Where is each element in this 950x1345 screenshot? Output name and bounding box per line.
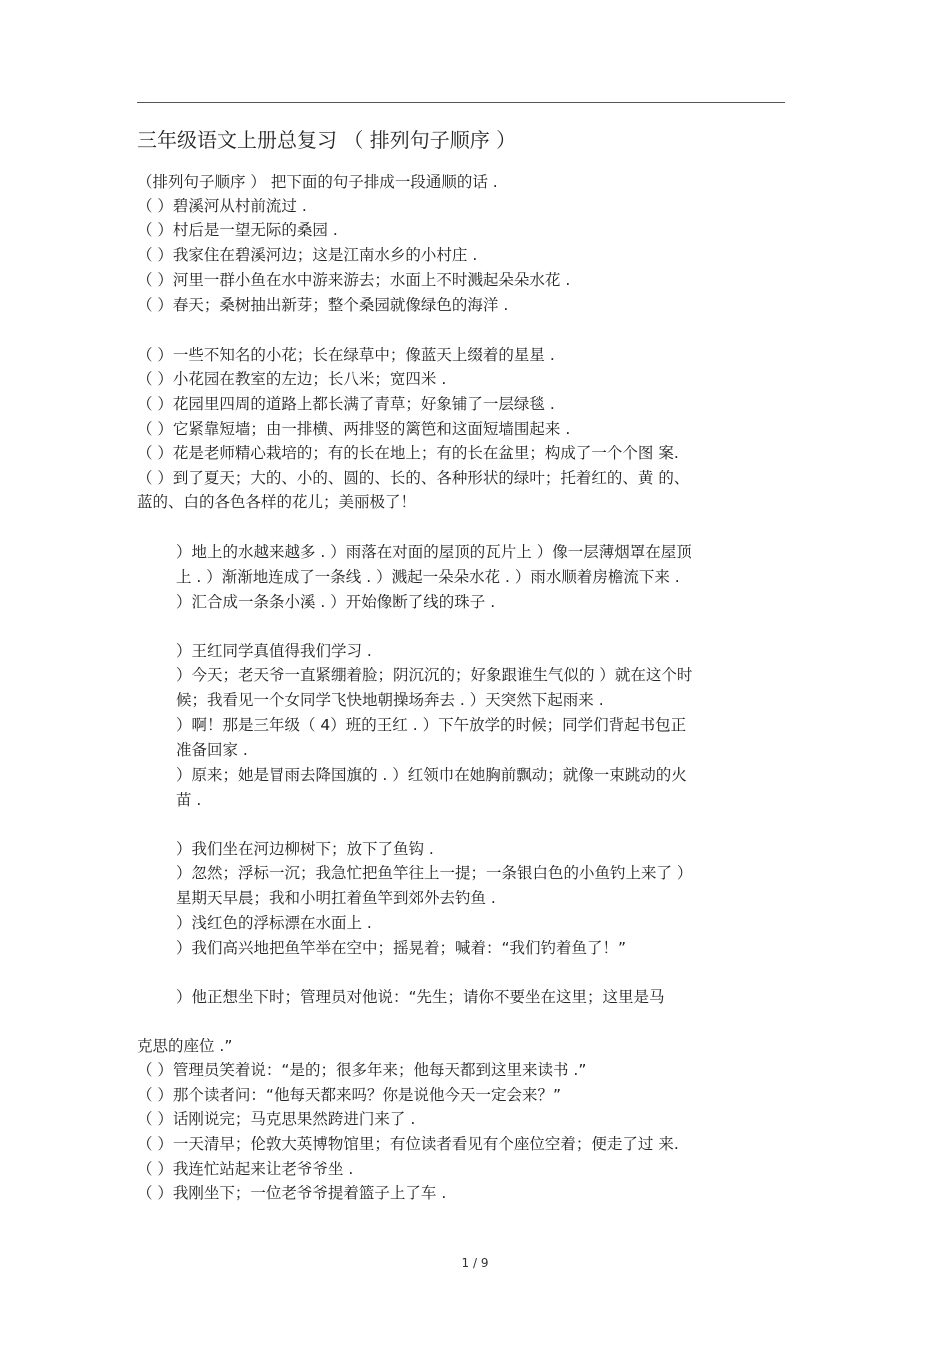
exercise-line: ）地上的水越来越多 . ）雨落在对面的屋顶的瓦片上 ）像一层薄烟罩在屋顶 (176, 543, 692, 561)
exercise-line: ）浅红色的浮标漂在水面上 . (176, 914, 372, 932)
exercise-line: ）王红同学真值得我们学习 . (176, 642, 372, 660)
exercise-line: （ ）一天清早；伦敦大英博物馆里；有位读者看见有个座位空着；便走了过 来. (137, 1135, 679, 1153)
exercise-line: 苗 . (176, 791, 202, 809)
exercise-line: 星期天早晨；我和小明扛着鱼竿到郊外去钓鱼 . (176, 889, 496, 907)
instruction-line: （排列句子顺序 ） 把下面的句子排成一段通顺的话 . (137, 173, 498, 191)
exercise-line: （ ）到了夏天；大的、小的、圆的、长的、各种形状的绿叶；托着红的、黄 的、 (137, 469, 690, 487)
exercise-line: （ ）一些不知名的小花；长在绿草中；像蓝天上缀着的星星 . (137, 346, 555, 364)
exercise-line: ）原来；她是冒雨去降国旗的 . ）红领巾在她胸前飘动；就像一束跳动的火 (176, 766, 687, 784)
exercise-line: ）他正想坐下时；管理员对他说：“先生；请你不要坐在这里；这里是马 (176, 988, 665, 1006)
exercise-line: 上 . ）渐渐地连成了一条线 . ）溅起一朵朵水花 . ）雨水顺着房檐流下来 . (176, 568, 680, 586)
exercise-line: （ ）我家住在碧溪河边；这是江南水乡的小村庄 . (137, 246, 478, 264)
exercise-line: （ ）碧溪河从村前流过 . (137, 197, 307, 215)
exercise-line: （ ）村后是一望无际的桑园 . (137, 221, 338, 239)
exercise-line: （ ）小花园在教室的左边；长八米；宽四米 . (137, 370, 447, 388)
exercise-line: （ ）我刚坐下；一位老爷爷提着篮子上了车 . (137, 1184, 447, 1202)
exercise-line: ）啊！那是三年级（ 4）班的王红 . ）下午放学的时候；同学们背起书包正 (176, 716, 687, 734)
exercise-line: ）今天；老天爷一直紧绷着脸；阴沉沉的；好象跟谁生气似的 ）就在这个时 (176, 666, 693, 684)
exercise-line: （ ）管理员笑着说：“是的；很多年来；他每天都到这里来读书 .” (137, 1061, 587, 1079)
exercise-line: （ ）花园里四周的道路上都长满了青草；好象铺了一层绿毯 . (137, 395, 555, 413)
top-rule (137, 102, 785, 103)
exercise-line: ）忽然；浮标一沉；我急忙把鱼竿往上一提；一条银白色的小鱼钓上来了 ） (176, 864, 693, 882)
exercise-line: ）汇合成一条条小溪 . ）开始像断了线的珠子 . (176, 593, 496, 611)
exercise-line: （ ）我连忙站起来让老爷爷坐 . (137, 1160, 354, 1178)
exercise-line: （ ）河里一群小鱼在水中游来游去；水面上不时溅起朵朵水花 . (137, 271, 571, 289)
page-number: 1 / 9 (461, 1256, 489, 1270)
page-title: 三年级语文上册总复习 （ 排列句子顺序 ） (137, 128, 517, 152)
exercise-line: 蓝的、白的各色各样的花儿；美丽极了！ (137, 493, 417, 511)
exercise-line: ）我们高兴地把鱼竿举在空中；摇晃着；喊着：“我们钓着鱼了！” (176, 939, 627, 957)
exercise-line: 克思的座位 .” (137, 1037, 233, 1055)
exercise-line: 准备回家 . (176, 741, 248, 759)
exercise-line: 候；我看见一个女同学飞快地朝操场奔去 . ）天突然下起雨来 . (176, 691, 604, 709)
exercise-line: （ ）花是老师精心栽培的；有的长在地上；有的长在盆里；构成了一个个图 案. (137, 444, 679, 462)
exercise-line: （ ）它紧靠短墙；由一排横、两排竖的篱笆和这面短墙围起来 . (137, 420, 571, 438)
exercise-line: （ ）那个读者问：“他每天都来吗？你是说他今天一定会来？” (137, 1086, 561, 1104)
exercise-line: （ ）春天；桑树抽出新芽；整个桑园就像绿色的海洋 . (137, 296, 509, 314)
exercise-line: （ ）话刚说完；马克思果然跨进门来了 . (137, 1110, 416, 1128)
exercise-line: ）我们坐在河边柳树下；放下了鱼钩 . (176, 840, 434, 858)
